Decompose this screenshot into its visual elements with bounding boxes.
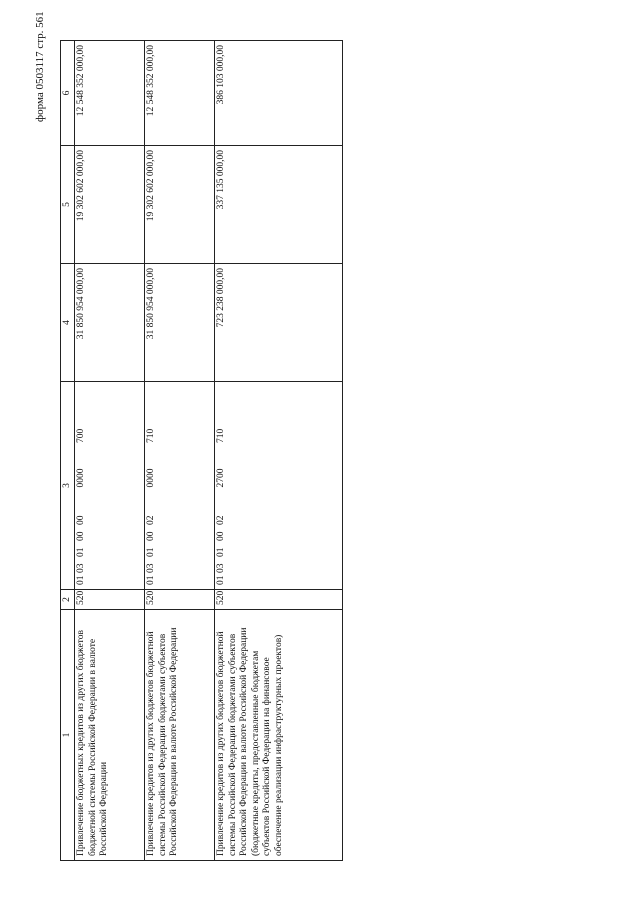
budget-code — [215, 382, 343, 590]
form-label: форма 0503117 стр. 561 — [34, 11, 46, 122]
column-number: 6 — [61, 41, 75, 146]
column-number: 3 — [61, 382, 75, 590]
code-part: 710 — [146, 428, 156, 443]
budget-code — [75, 382, 145, 590]
unexecuted-amount: 386 103 000,00 — [215, 41, 343, 146]
admin-code: 520 — [215, 590, 343, 610]
column-number: 4 — [61, 264, 75, 382]
code-part: 02 — [216, 515, 226, 525]
admin-code: 520 — [75, 590, 145, 610]
code-part: 01 — [216, 547, 226, 557]
code-part: 01 — [216, 575, 226, 585]
table-row — [145, 41, 215, 861]
code-part: 00 — [146, 531, 156, 541]
code-part: 02 — [146, 515, 156, 525]
code-part: 700 — [76, 428, 86, 443]
row-name: Привлечение кредитов из других бюджетов бюджетной системы Российской Федерации бюджетами субъектов Российской Федерации в валюте Российской Федерации — [145, 610, 215, 861]
column-number-row — [61, 41, 75, 861]
code-part: 0000 — [76, 468, 86, 488]
column-number: 5 — [61, 146, 75, 264]
code-part: 01 — [146, 575, 156, 585]
code-part: 0000 — [146, 468, 156, 488]
executed-amount: 337 135 000,00 — [215, 146, 343, 264]
code-part: 03 — [76, 563, 86, 573]
code-part: 710 — [216, 428, 226, 443]
executed-amount: 19 302 602 000,00 — [145, 146, 215, 264]
code-part: 01 — [76, 575, 86, 585]
approved-amount: 31 850 954 000,00 — [75, 264, 145, 382]
column-number: 1 — [61, 610, 75, 861]
column-number: 2 — [61, 590, 75, 610]
code-part: 00 — [216, 531, 226, 541]
code-part: 00 — [76, 531, 86, 541]
code-part: 03 — [146, 563, 156, 573]
admin-code: 520 — [145, 590, 215, 610]
approved-amount: 31 850 954 000,00 — [145, 264, 215, 382]
table-row — [75, 41, 145, 861]
executed-amount: 19 302 602 000,00 — [75, 146, 145, 264]
code-part: 2700 — [216, 468, 226, 488]
row-name: Привлечение бюджетных кредитов из других бюджетов бюджетной системы Российской Федерации в валюте Российской Федерации — [75, 610, 145, 861]
code-part: 01 — [146, 547, 156, 557]
budget-table — [60, 40, 343, 861]
row-name: Привлечение кредитов из других бюджетов бюджетной системы Российской Федерации бюджетами субъектов Российской Федерации в валюте Российской Федерации (бюджетные кредиты, предоставленные бюджетам субъектов Российской Федерации на финансовое обеспечение реализации инфраструктурных проектов) — [215, 610, 343, 861]
unexecuted-amount: 12 548 352 000,00 — [145, 41, 215, 146]
budget-code — [145, 382, 215, 590]
code-part: 01 — [76, 547, 86, 557]
code-part: 03 — [216, 563, 226, 573]
approved-amount: 723 238 000,00 — [215, 264, 343, 382]
unexecuted-amount: 12 548 352 000,00 — [75, 41, 145, 146]
table-row — [215, 41, 343, 861]
code-part: 00 — [76, 515, 86, 525]
